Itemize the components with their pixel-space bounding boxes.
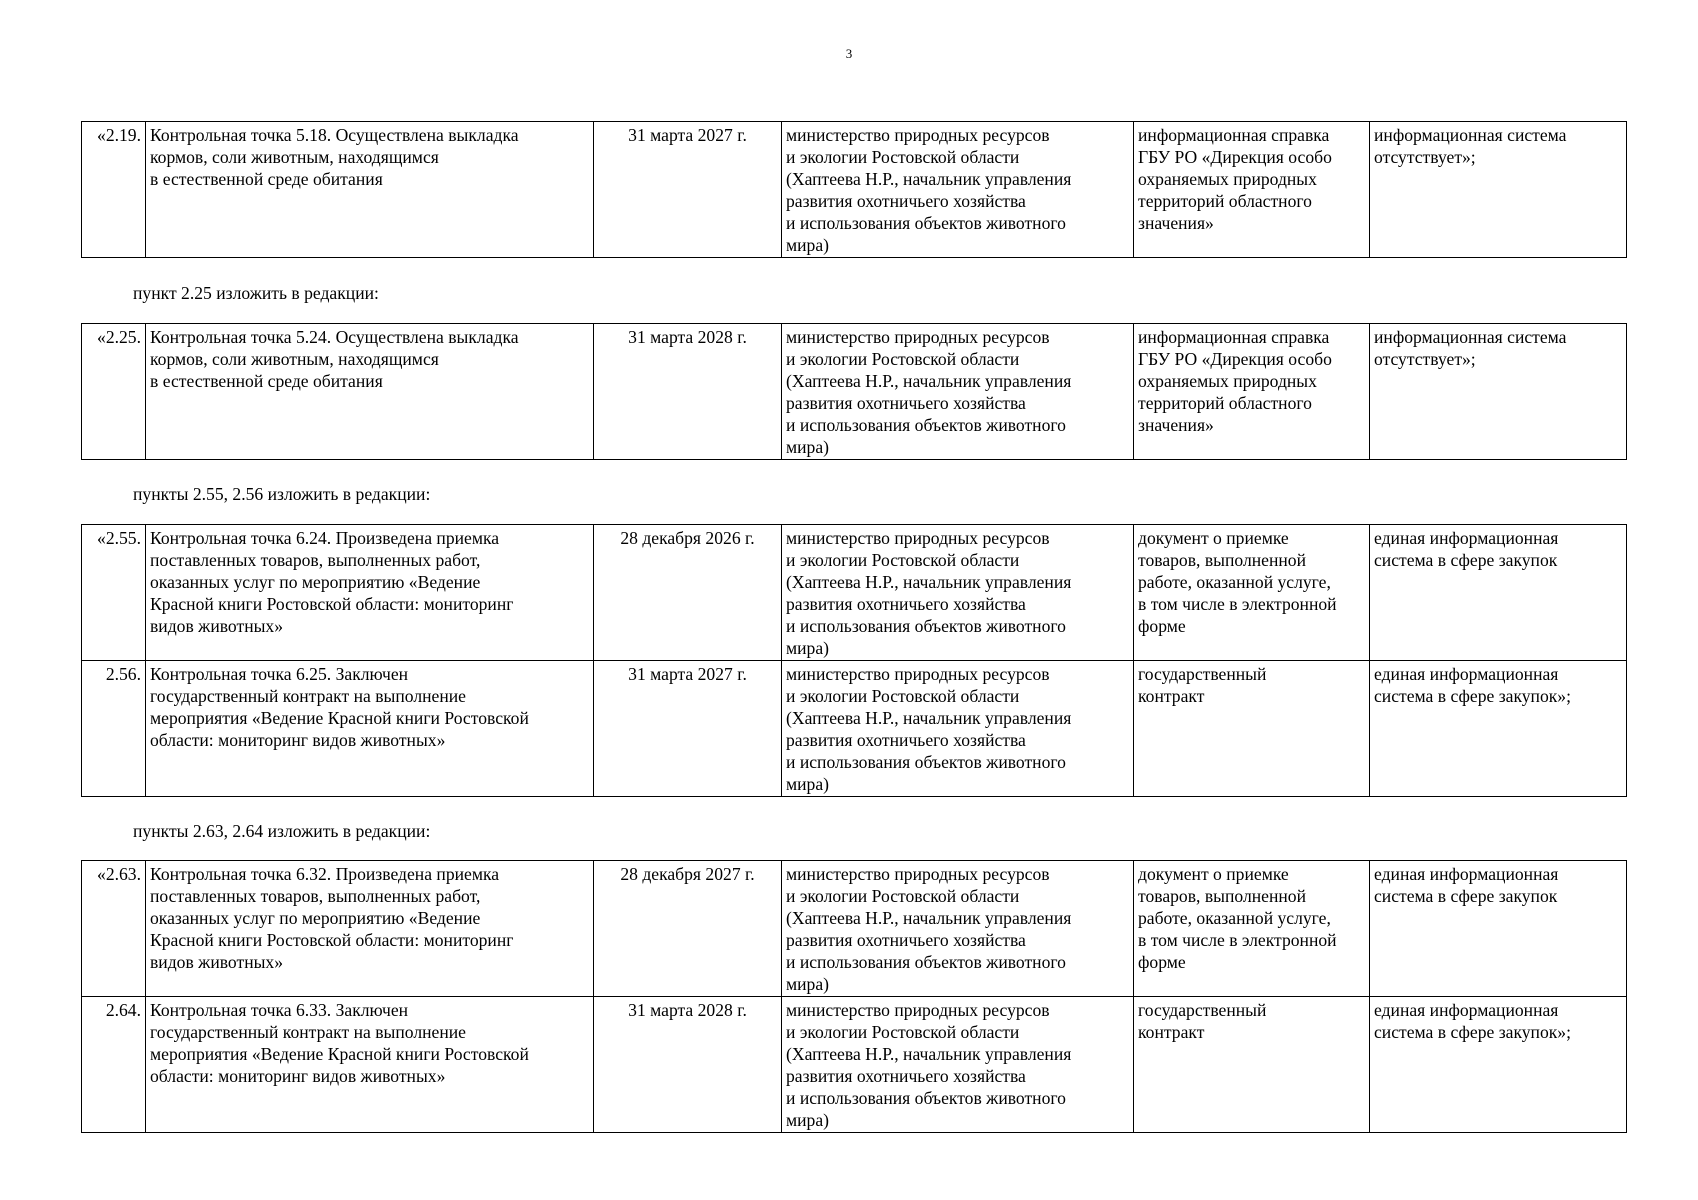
deadline-date: 31 марта 2028 г. — [594, 324, 782, 460]
responsible-executor: министерство природных ресурсов и экологии Ростовской области (Хаптеева Н.Р., начальник управления развития охотничьего хозяйства и использования объектов животного мира) — [782, 661, 1134, 797]
deadline-date: 31 марта 2027 г. — [594, 122, 782, 258]
control-point-name: Контрольная точка 5.24. Осуществлена выкладка кормов, соли животным, находящимся в естественной среде обитания — [146, 324, 594, 460]
confirming-document: информационная справка ГБУ РО «Дирекция особо охраняемых природных территорий областного значения» — [1134, 122, 1370, 258]
confirming-document: документ о приемке товаров, выполненной работе, оказанной услуге, в том числе в электронной форме — [1134, 525, 1370, 661]
table-row — [82, 122, 1627, 258]
row-number: «2.19. — [82, 122, 146, 258]
row-number: 2.64. — [82, 997, 146, 1133]
control-point-name: Контрольная точка 6.32. Произведена приемка поставленных товаров, выполненных работ, оказанных услуг по мероприятию «Ведение Красной книги Ростовской области: мониторинг видов животных» — [146, 861, 594, 997]
control-points-table-3 — [81, 524, 1627, 797]
control-points-table-2 — [81, 323, 1627, 460]
information-system: информационная система отсутствует»; — [1370, 122, 1627, 258]
control-point-name: Контрольная точка 6.24. Произведена приемка поставленных товаров, выполненных работ, оказанных услуг по мероприятию «Ведение Красной книги Ростовской области: мониторинг видов животных» — [146, 525, 594, 661]
row-number: 2.56. — [82, 661, 146, 797]
row-number: «2.55. — [82, 525, 146, 661]
confirming-document: государственный контракт — [1134, 997, 1370, 1133]
deadline-date: 28 декабря 2027 г. — [594, 861, 782, 997]
confirming-document: государственный контракт — [1134, 661, 1370, 797]
confirming-document: информационная справка ГБУ РО «Дирекция особо охраняемых природных территорий областного значения» — [1134, 324, 1370, 460]
amendment-intro-2-63-2-64: пункты 2.63, 2.64 изложить в редакции: — [133, 821, 431, 841]
information-system: единая информационная система в сфере закупок — [1370, 861, 1627, 997]
control-point-name: Контрольная точка 6.25. Заключен государственный контракт на выполнение мероприятия «Ведение Красной книги Ростовской области: мониторинг видов животных» — [146, 661, 594, 797]
information-system: единая информационная система в сфере закупок»; — [1370, 997, 1627, 1133]
responsible-executor: министерство природных ресурсов и экологии Ростовской области (Хаптеева Н.Р., начальник управления развития охотничьего хозяйства и использования объектов животного мира) — [782, 525, 1134, 661]
table-row — [82, 525, 1627, 661]
control-points-table-1 — [81, 121, 1627, 258]
page-number: 3 — [845, 46, 853, 61]
information-system: единая информационная система в сфере закупок — [1370, 525, 1627, 661]
amendment-intro-2-55-2-56: пункты 2.55, 2.56 изложить в редакции: — [133, 484, 431, 504]
table-row — [82, 661, 1627, 797]
deadline-date: 31 марта 2027 г. — [594, 661, 782, 797]
amendment-intro-2-25: пункт 2.25 изложить в редакции: — [133, 283, 379, 303]
deadline-date: 31 марта 2028 г. — [594, 997, 782, 1133]
responsible-executor: министерство природных ресурсов и экологии Ростовской области (Хаптеева Н.Р., начальник управления развития охотничьего хозяйства и использования объектов животного мира) — [782, 861, 1134, 997]
information-system: информационная система отсутствует»; — [1370, 324, 1627, 460]
confirming-document: документ о приемке товаров, выполненной работе, оказанной услуге, в том числе в электронной форме — [1134, 861, 1370, 997]
row-number: «2.63. — [82, 861, 146, 997]
table-row — [82, 997, 1627, 1133]
control-point-name: Контрольная точка 5.18. Осуществлена выкладка кормов, соли животным, находящимся в естественной среде обитания — [146, 122, 594, 258]
responsible-executor: министерство природных ресурсов и экологии Ростовской области (Хаптеева Н.Р., начальник управления развития охотничьего хозяйства и использования объектов животного мира) — [782, 997, 1134, 1133]
table-row — [82, 324, 1627, 460]
row-number: «2.25. — [82, 324, 146, 460]
control-points-table-4 — [81, 860, 1627, 1133]
information-system: единая информационная система в сфере закупок»; — [1370, 661, 1627, 797]
responsible-executor: министерство природных ресурсов и экологии Ростовской области (Хаптеева Н.Р., начальник управления развития охотничьего хозяйства и использования объектов животного мира) — [782, 122, 1134, 258]
control-point-name: Контрольная точка 6.33. Заключен государственный контракт на выполнение мероприятия «Ведение Красной книги Ростовской области: мониторинг видов животных» — [146, 997, 594, 1133]
responsible-executor: министерство природных ресурсов и экологии Ростовской области (Хаптеева Н.Р., начальник управления развития охотничьего хозяйства и использования объектов животного мира) — [782, 324, 1134, 460]
table-row — [82, 861, 1627, 997]
deadline-date: 28 декабря 2026 г. — [594, 525, 782, 661]
